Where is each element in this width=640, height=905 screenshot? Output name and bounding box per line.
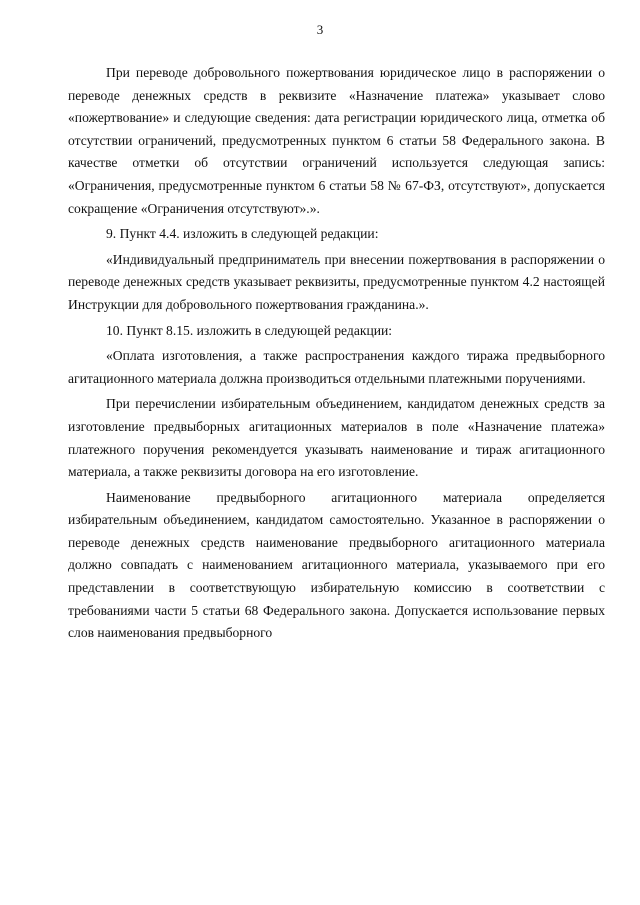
document-body [68,62,605,648]
paragraph-individual-entrepreneur: «Индивидуальный предприниматель при внесении пожертвования в распоряжении о переводе денежных средств указывает реквизиты, предусмотренные пунктом 4.2 настоящей Инструкции для добровольного пожертвования гражданина.». [68,251,605,312]
paragraph-payment-production: «Оплата изготовления, а также распространения каждого тиража предвыборного агитационного материала должна производиться отдельными платежными поручениями. [68,348,605,386]
item-9-heading: 9. Пункт 4.4. изложить в следующей редакции: [106,226,379,242]
page-number: 3 [316,22,324,37]
paragraph-payment-purpose-field: При перечислении избирательным объединением, кандидатом денежных средств за изготовление предвыборных агитационных материалов в поле «Назначение платежа» платежного поручения рекомендуется указывать наименование и тираж агитационного материала, а также реквизиты договора на его изготовление. [68,396,605,480]
item-10-heading: 10. Пункт 8.15. изложить в следующей редакции: [106,322,393,338]
paragraph-material-name: Наименование предвыборного агитационного материала определяется избирательным объединением, кандидатом самостоятельно. Указанное в распоряжении о переводе денежных средств наименование предвыборного агитационного материала должно совпадать с наименованием агитационного материала, указываемого при его представлении в соответствующую избирательную комиссию в соответствии с требованиями части 5 статьи 68 Федерального закона. Допускается использование первых слов наименования предвыборного [68,489,605,641]
paragraph-legal-entity-donation: При переводе добровольного пожертвования юридическое лицо в распоряжении о переводе денежных средств в реквизите «Назначение платежа» указывает слово «пожертвование» и следующие сведения: дата регистрации юридического лица, отметка об отсутствии ограничений, предусмотренных пунктом 6 статьи 58 Федерального закона. В качестве отметки об отсутствии ограничений используется следующая запись: «Ограничения, предусмотренные пунктом 6 статьи 58 № 67-ФЗ, отсутствуют», допускается сокращение «Ограничения отсутствуют».». [68,65,605,216]
